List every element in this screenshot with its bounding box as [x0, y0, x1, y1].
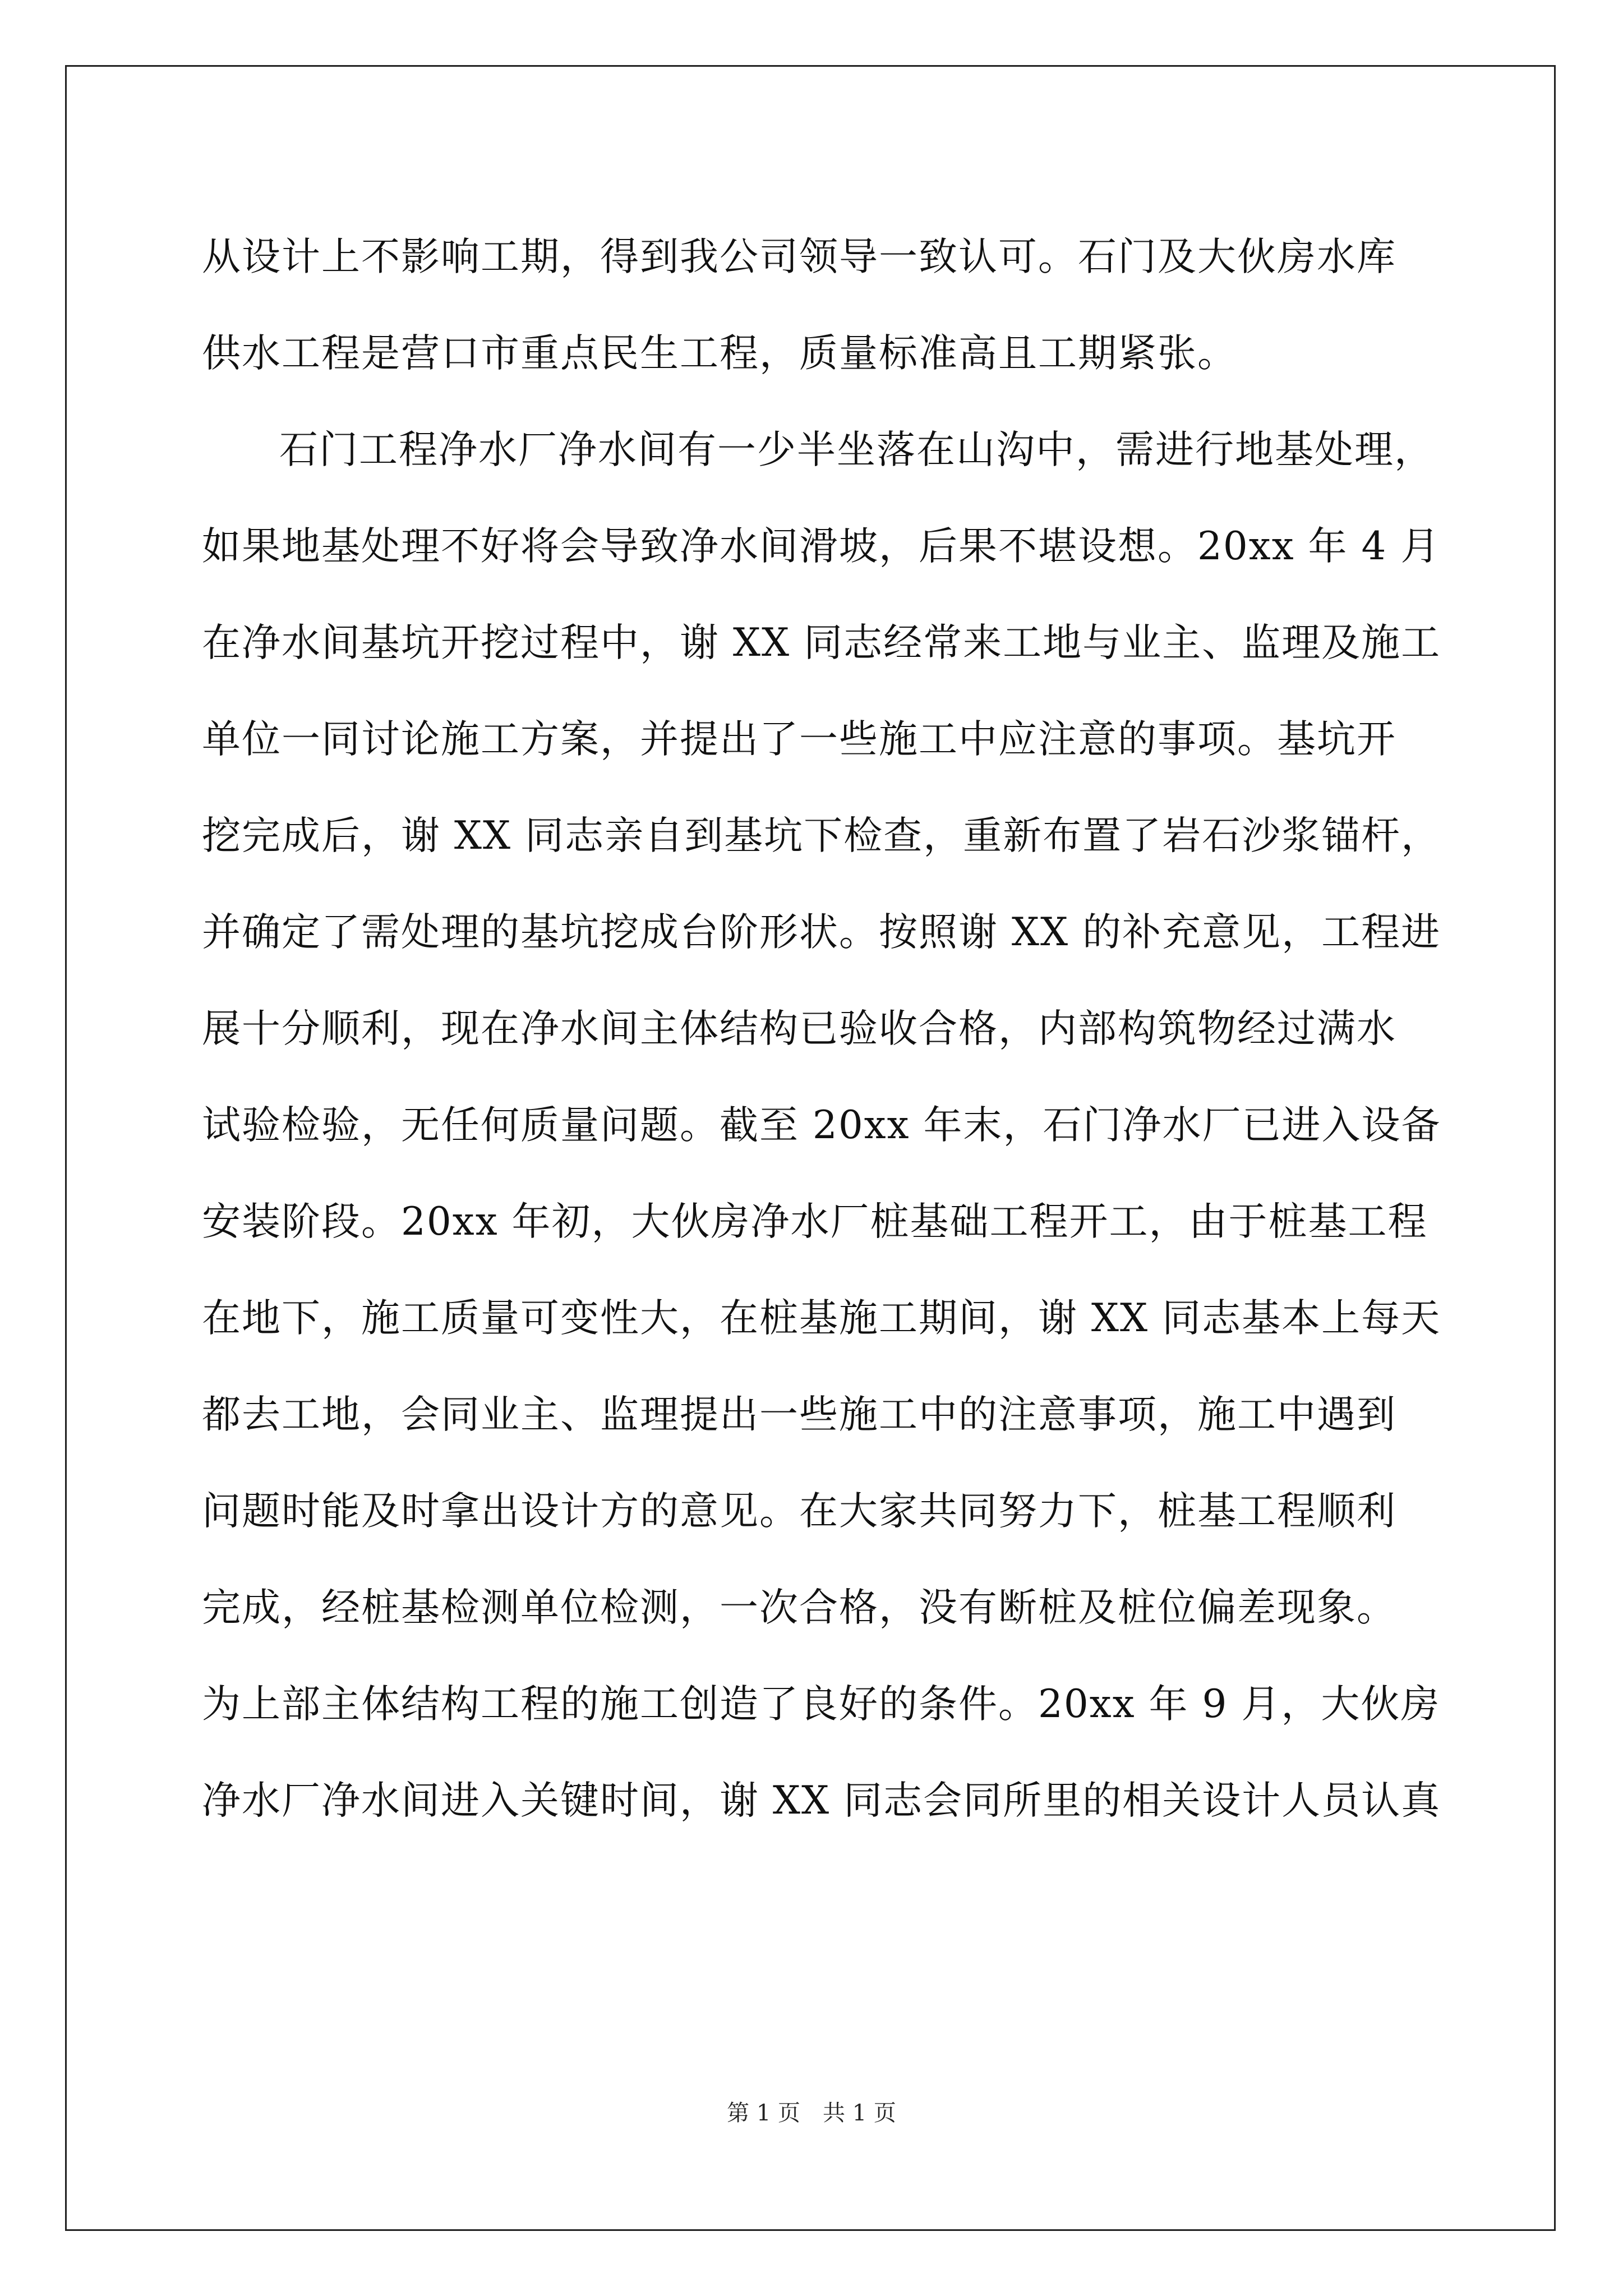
- text-line: 单位一同讨论施工方案，并提出了一些施工中应注意的事项。基坑开: [202, 717, 1396, 762]
- text-line: 展十分顺利，现在净水间主体结构已验收合格，内部构筑物经过满水: [202, 1006, 1396, 1051]
- text-line: 完成，经桩基检测单位检测，一次合格，没有断桩及桩位偏差现象。: [202, 1585, 1396, 1630]
- text-line: 净水厂净水间进入关键时间，谢 XX 同志会同所里的相关设计人员认真: [202, 1778, 1441, 1823]
- text-line: 挖完成后，谢 XX 同志亲自到基坑下检查，重新布置了岩石沙浆锚杆，: [202, 813, 1441, 858]
- text-line: 从设计上不影响工期，得到我公司领导一致认可。石门及大伙房水库: [202, 234, 1396, 279]
- text-line: 安装阶段。20xx 年初，大伙房净水厂桩基础工程开工，由于桩基工程: [202, 1199, 1428, 1244]
- text-line: 问题时能及时拿出设计方的意见。在大家共同努力下，桩基工程顺利: [202, 1489, 1396, 1534]
- document-body: [202, 209, 1464, 1849]
- text-line: 供水工程是营口市重点民生工程，质量标准高且工期紧张。: [202, 331, 1237, 376]
- text-line: 如果地基处理不好将会导致净水间滑坡，后果不堪设想。20xx 年 4 月: [202, 524, 1441, 569]
- page-number-footer: 第 1 页 共 1 页: [727, 2100, 896, 2126]
- text-line: 并确定了需处理的基坑挖成台阶形状。按照谢 XX 的补充意见，工程进: [202, 910, 1441, 955]
- text-line: 在净水间基坑开挖过程中，谢 XX 同志经常来工地与业主、监理及施工: [202, 620, 1441, 665]
- text-line: 试验检验，无任何质量问题。截至 20xx 年末，石门净水厂已进入设备: [202, 1103, 1441, 1148]
- text-line: 为上部主体结构工程的施工创造了良好的条件。20xx 年 9 月，大伙房: [202, 1682, 1441, 1727]
- text-line: 在地下，施工质量可变性大，在桩基施工期间，谢 XX 同志基本上每天: [202, 1296, 1441, 1341]
- text-line: 都去工地，会同业主、监理提出一些施工中的注意事项，施工中遇到: [202, 1392, 1396, 1437]
- paragraph-first-line: 石门工程净水厂净水间有一少半坐落在山沟中，需进行地基处理，: [279, 427, 1434, 472]
